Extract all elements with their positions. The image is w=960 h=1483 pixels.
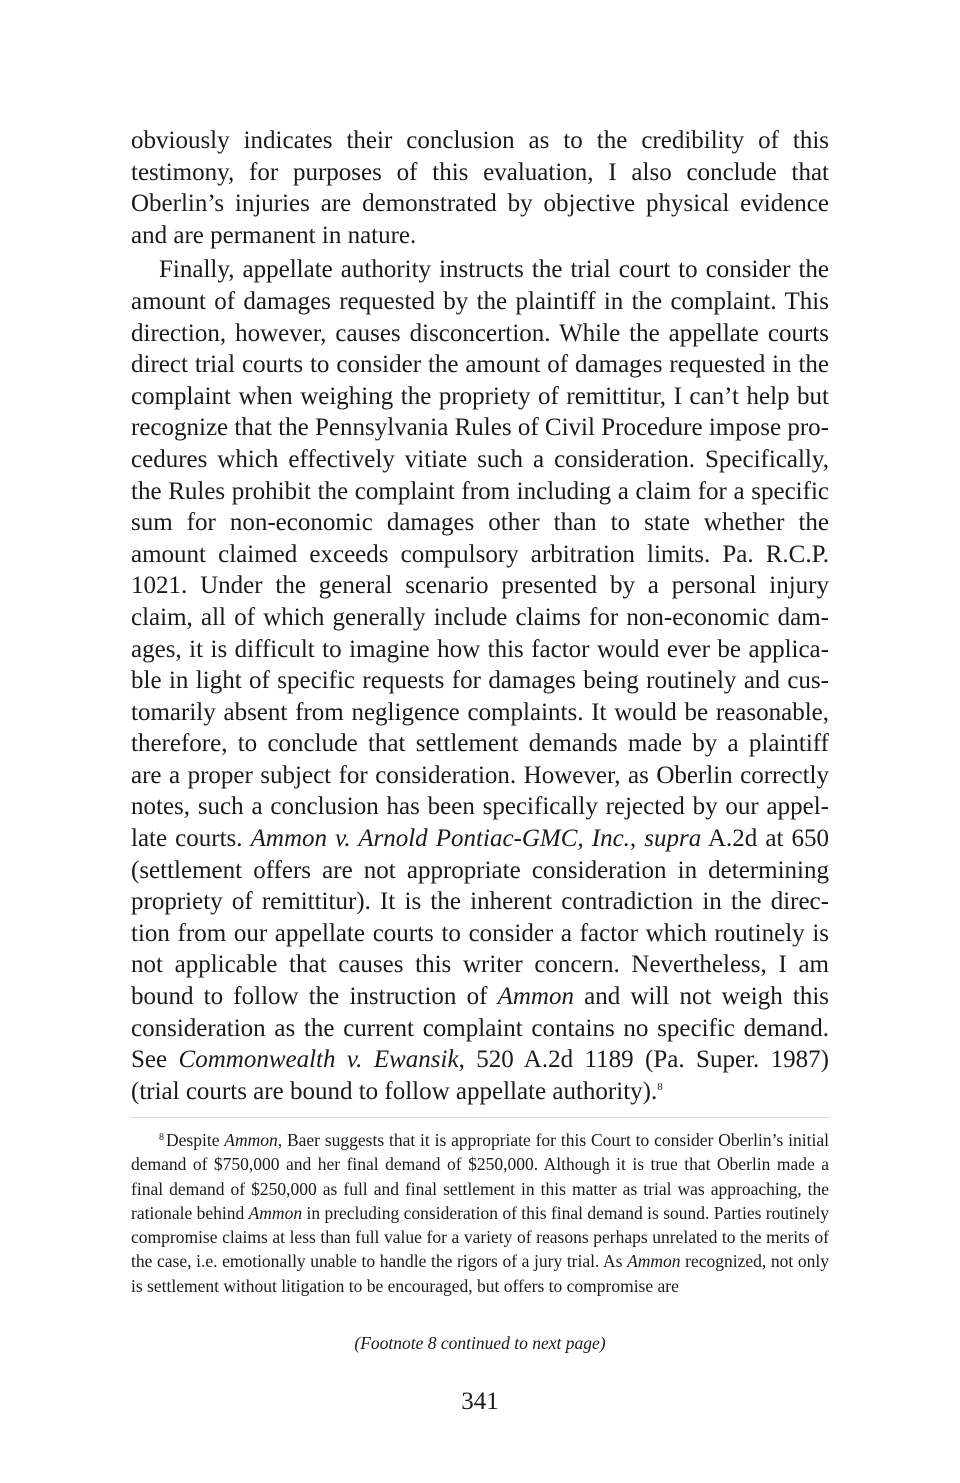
case-citation: Ammon [248,1202,303,1223]
paragraph-1: obviously indicates their conclusion as to the credibility of this testimony, for purposes of this evaluation, I also conclude that Oberlin’s injuries are demonstrated by objective physical evidence and are permanent in nature. [131,127,829,249]
paragraph-2-text: , 520 A.2d 1189 (Pa. Super. 1987) (trial courts are bound to follow appellate authority). [131,1046,829,1105]
paragraph-2 [131,254,829,1107]
footnote-mark: 8 [159,1132,164,1143]
case-citation: Commonwealth v. Ewansik [178,1046,459,1074]
case-citation: Ammon [224,1130,278,1150]
case-citation: Ammon [627,1251,681,1272]
footnote-text: recognized, not only is settlement without litigation to be encouraged, but offers to compromise are [131,1251,830,1296]
page-number: 341 [461,1388,499,1415]
paragraph-2-text: and will not weigh this consideration as the current complaint contains no specific demand. See [131,983,829,1074]
paragraph-2-text: Finally, appellate authority instructs the trial court to consider the amount of damages requested by the plaintiff in the complaint. This direction, however, causes disconcertion. While the appellate courts direct trial courts to consider the amount of damages requested in the complaint when weighing the propriety of remittitur, I can’t help but recognize that the Pennsylvania Rules of Civil Procedure impose procedures which effectively vitiate such a consideration. Specifically, the Rules prohibit the complaint from including a claim for a specific sum for non-economic damages other than to state whether the amount claimed exceeds compulsory arbitration limits. Pa. R.C.P. 1021. Under the general scenario presented by a personal injury claim, all of which generally include claims for non-economic damages, it is difficult to imagine how this factor would ever be applicable in light of specific requests for damages being routinely and customarily absent from negligence complaints. It would be reasonable, therefore, to conclude that settlement demands made by a plaintiff are a proper subject for consideration. However, as Oberlin correctly notes, such a conclusion has been specifically rejected by our appellate courts. [131,256,829,853]
case-citation: Ammon [497,983,574,1011]
footnote-text: in precluding consideration of this final demand is sound. Parties routinely compromise claims at less than full value for a variety of reasons perhaps unrelated to the merits of the case, i.e. emotionally unable to handle the rigors of a jury trial. As [131,1202,829,1272]
footnote-paragraph [131,1128,829,1298]
footnote-text: Despite [166,1130,225,1150]
case-citation: Ammon v. Arnold Pontiac-GMC, Inc., supra [250,825,702,853]
footnote-continued-note: (Footnote 8 continued to next page) [354,1333,606,1353]
paragraph-2-text: A.2d at 650 (settlement offers are not appropriate consideration in determining propriety of remittitur). It is the inherent contradiction in the direction from our appellate courts to consider a factor which routinely is not applicable that causes this writer concern. Nevertheless, I am bound to follow the instruction of [131,825,829,1011]
footnote-8 [131,1128,829,1298]
main-text [131,125,829,1107]
footnote-text: , Baer suggests that it is appropriate for this Court to consider Oberlin’s initial demand of $750,000 and her final demand of $250,000. Although it is true that Oberlin made a final demand of $250,000 as full and final settlement in this matter as trial was approaching, the rationale behind [131,1130,829,1223]
footnote-divider [131,1117,829,1118]
footnote-reference: 8 [657,1080,663,1093]
